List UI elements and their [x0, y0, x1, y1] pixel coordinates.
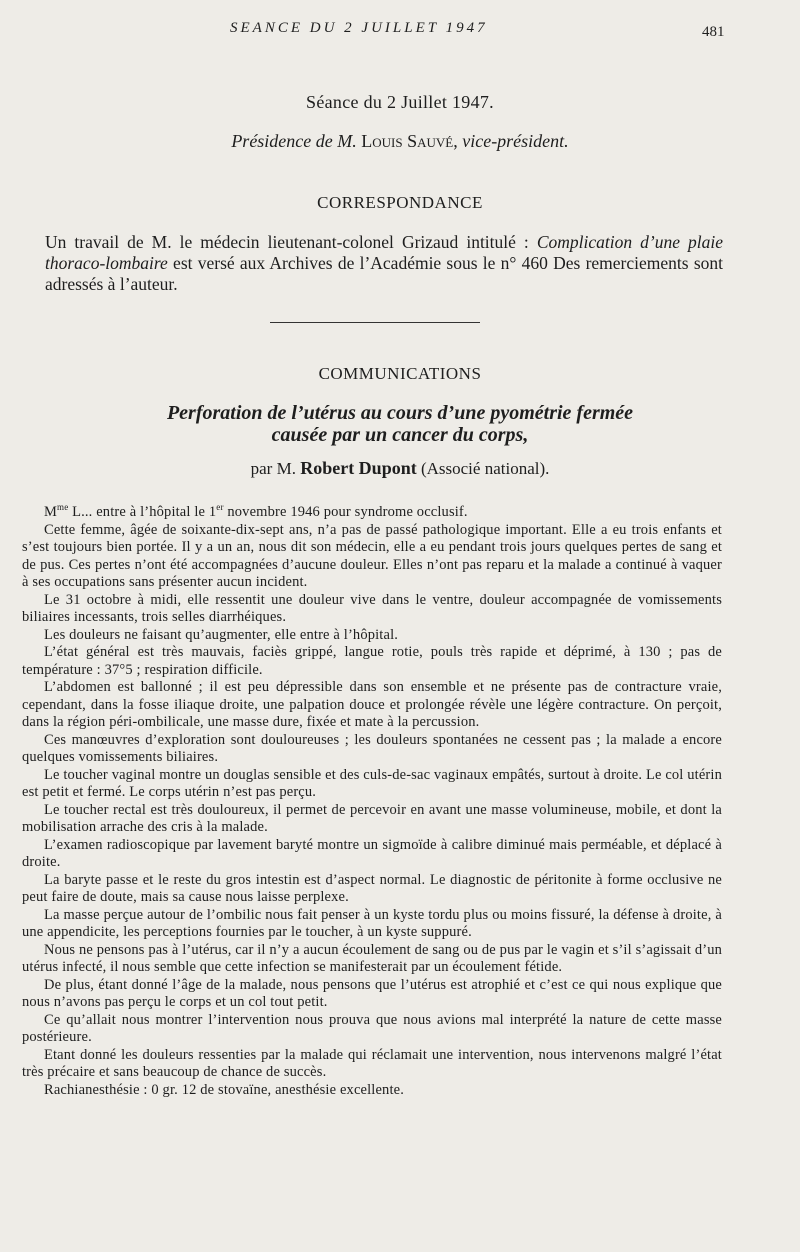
author-affiliation: (Associé national). — [420, 459, 550, 478]
article-title-line-1: Perforation de l’utérus au cours d’une pyométrie fermée — [166, 402, 634, 424]
president-name: Louis Sauvé, — [361, 131, 458, 151]
correspondence-heading: CORRESPONDANCE — [317, 193, 483, 212]
paragraph-13: Nous ne pensons pas à l’utérus, car il n’y a aucun écoulement de sang ou de pus par le vagin et s’il s’agissait d’un utérus infecté, il nous semble que cette infection se manifesterait par un écoulement fétide. — [22, 941, 722, 975]
paragraph-15: Ce qu’allait nous montrer l’intervention nous prouva que nous avions mal interprété la nature de cette masse postérieure. — [22, 1011, 722, 1045]
communications-heading: COMMUNICATIONS — [318, 364, 482, 383]
paragraph-16: Etant donné les douleurs ressenties par la malade qui réclamait une intervention, nous intervenons malgré l’état très précaire et sans beaucoup de chance de succès. — [22, 1046, 722, 1080]
paragraph-10: L’examen radioscopique par lavement baryté montre un sigmoïde à calibre diminué mais perméable, et déplacé à droite. — [22, 836, 722, 870]
author-name: Robert Dupont — [300, 458, 417, 478]
p1-superscript-1: me — [57, 502, 69, 513]
paragraph-3: Le 31 octobre à midi, elle ressentit une douleur vive dans le ventre, douleur accompagnée de vomissements biliaires incessants, trois selles diarrhéiques. — [22, 591, 722, 625]
correspondence-text-start: Un travail de M. le médecin lieutenant-colonel Grizaud intitulé : — [45, 232, 537, 252]
paragraph-11: La baryte passe et le reste du gros intestin est d’aspect normal. Le diagnostic de péritonite à forme occlusive ne peut faire de doute, mais sa cause nous laisse perplexe. — [22, 871, 722, 905]
paragraph-2: Cette femme, âgée de soixante-dix-sept ans, n’a pas de passé pathologique important. Elle a eu trois enfants et s’est toujours bien portée. Il y a un an, nous dit son médecin, elle a eu pendant trois jours quelques pertes de sang et de pus. Ces pertes n’ont été accompagnées d’aucune douleur. Elles n’ont pas reparu et la malade a continué à vaquer à ses occupations sans présenter aucun incident. — [22, 521, 722, 590]
article-title — [0, 402, 800, 446]
p1-superscript-2: er — [216, 502, 224, 513]
paragraph-1 — [22, 504, 722, 522]
session-title: Séance du 2 Juillet 1947. — [306, 92, 494, 112]
section-divider — [270, 322, 480, 323]
paragraph-14: De plus, étant donné l’âge de la malade, nous pensons que l’utérus est atrophié et c’est ce qui nous explique que nous n’avons pas perçu le corps et un col tout petit. — [22, 976, 722, 1010]
byline — [0, 458, 800, 479]
page-number: 481 — [702, 24, 725, 40]
correspondence-paragraph — [45, 232, 723, 295]
paragraph-9: Le toucher rectal est très douloureux, il permet de percevoir en avant une masse volumineuse, mobile, et dont la mobilisation arrache des cris à la malade. — [22, 801, 722, 835]
correspondence-text-end: est versé aux Archives de l’Académie sous le n° 460 Des remerciements sont adressés à l’auteur. — [45, 253, 723, 294]
paragraph-12: La masse perçue autour de l’ombilic nous fait penser à un kyste tordu plus ou moins fissuré, la défense à droite, à une appendicite, les perceptions fournies par le toucher, à un kyste suppuré. — [22, 906, 722, 940]
presidency-line — [0, 131, 800, 152]
article-body — [22, 504, 722, 1099]
paragraph-7: Ces manœuvres d’exploration sont douloureuses ; les douleurs spontanées ne cessent pas ; la malade a encore quelques vomissements biliaires. — [22, 731, 722, 765]
running-head: SEANCE DU 2 JUILLET 1947 — [230, 20, 488, 36]
paragraph-4: Les douleurs ne faisant qu’augmenter, elle entre à l’hôpital. — [44, 626, 399, 643]
paragraph-8: Le toucher vaginal montre un douglas sensible et des culs-de-sac vaginaux empâtés, surtout à droite. Le col utérin est petit et fermé. Le corps utérin n’est pas perçu. — [22, 766, 722, 800]
paragraph-5: L’état général est très mauvais, faciès grippé, langue rotie, pouls très rapide et déprimé, à 130 ; pas de température : 37°5 ; respiration difficile. — [22, 644, 722, 678]
byline-prefix: par M. — [250, 459, 296, 478]
work-title: Complication d’une plaie thoraco-lombaire — [45, 232, 723, 273]
paragraph-17: Rachianesthésie : 0 gr. 12 de stovaïne, anesthésie excellente. — [44, 1081, 404, 1098]
paragraph-6: L’abdomen est ballonné ; il est peu dépressible dans son ensemble et ne présente pas de contracture vraie, cependant, dans la fosse iliaque droite, une palpation douce et prolongée révèle une légère contracture. On perçoit, dans la région péri-ombilicale, une masse dure, fixée et mate à la percussion. — [22, 679, 722, 730]
p1-text-a: M — [44, 504, 58, 520]
presidency-prefix: Présidence de M. — [231, 131, 357, 151]
presidency-suffix: vice-président. — [462, 131, 569, 151]
p1-text-c: novembre 1946 pour syndrome occlusif. — [223, 504, 468, 520]
article-title-line-2: causée par un cancer du corps, — [271, 424, 529, 446]
p1-text-b: L... entre à l’hôpital le 1 — [68, 504, 217, 520]
